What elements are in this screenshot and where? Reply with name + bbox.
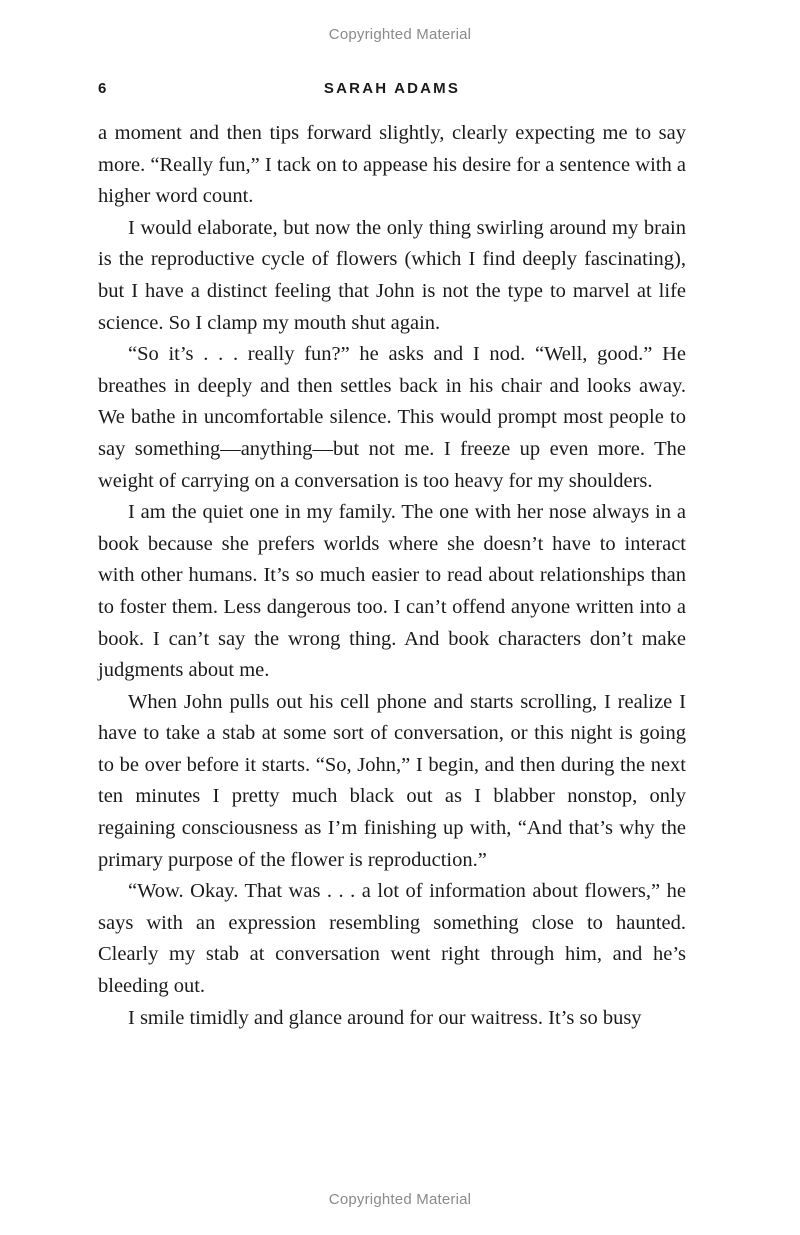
paragraph-last: I smile timidly and glance around for our waitress. It’s so busy [128, 1006, 642, 1029]
author-name: SARAH ADAMS [323, 80, 461, 97]
paragraph: I would elaborate, but now the only thing swirling around my brain is the reproductive cycle of flowers (which I find deeply fascinating), but I have a distinct feeling that John is not the type to marvel at life science. So I clamp my mouth shut again. [98, 216, 686, 334]
paragraph: “Wow. Okay. That was . . . a lot of information about flowers,” he says with an expression resembling something close to haunted. Clearly my stab at conversation went right through him, and he’s bleeding out. [98, 880, 686, 998]
copyright-watermark-bottom: Copyrighted Material [328, 1191, 472, 1208]
paragraph: When John pulls out his cell phone and starts scrolling, I realize I have to take a stab at some sort of conversation, or this night is going to be over before it starts. “So, John,” I begin, and then during the next ten minutes I pretty much black out as I blabber nonstop, only regaining consciousness as I’m finishing up with, “And that’s why the primary purpose of the flower is reproduction.” [98, 690, 686, 871]
paragraph: I am the quiet one in my family. The one with her nose always in a book because she prefers worlds where she doesn’t have to interact with other humans. It’s so much easier to read about relationships than to foster them. Less dangerous too. I can’t offend anyone written into a book. I can’t say the wrong thing. And book characters don’t make judgments about me. [98, 501, 686, 682]
running-head [98, 80, 686, 102]
paragraph: “So it’s . . . really fun?” he asks and I nod. “Well, good.” He breathes in deeply and then settles back in his chair and looks away. We bathe in uncomfortable silence. This would prompt most people to say something—anything—but not me. I freeze up even more. The weight of carrying on a conversation is too heavy for my shoulders. [98, 343, 686, 492]
page-number: 6 [98, 80, 107, 97]
paragraph: a moment and then tips forward slightly, clearly expecting me to say more. “Really fun,” I tack on to appease his desire for a sentence with a higher word count. [98, 122, 686, 208]
copyright-watermark-top: Copyrighted Material [328, 26, 472, 43]
body-text [98, 118, 686, 1034]
